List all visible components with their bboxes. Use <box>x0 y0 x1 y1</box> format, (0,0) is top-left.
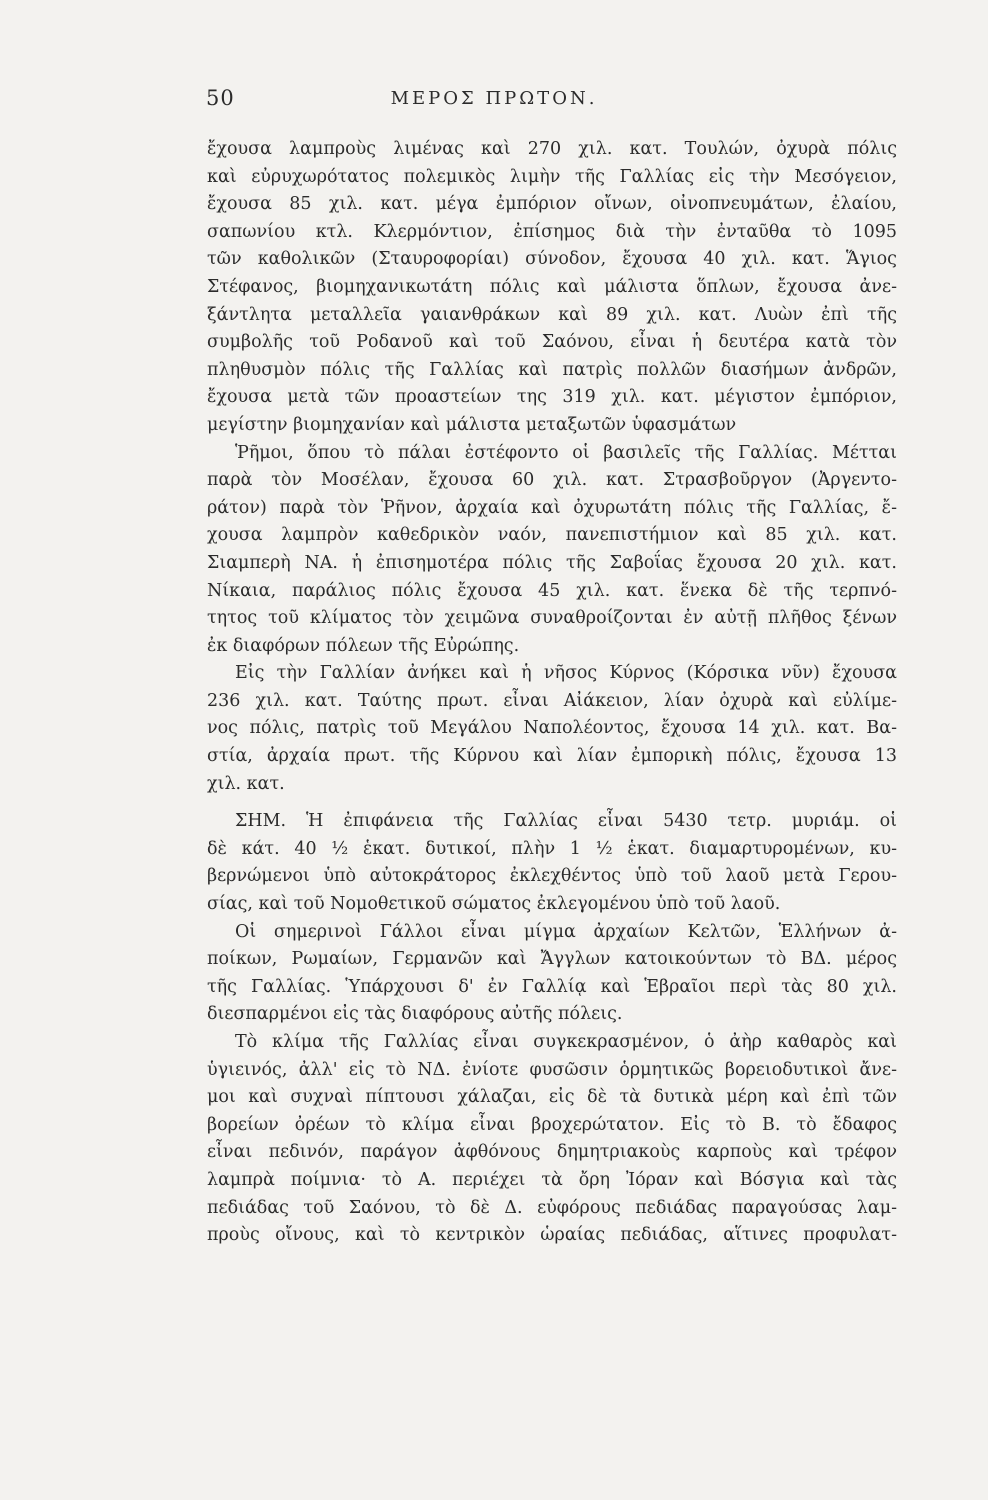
text-line: ἔχουσα λαμπροὺς λιμένας καὶ 270 χιλ. κατ. Τουλών, ὀχυρὰ πόλις <box>207 139 897 159</box>
running-title: ΜΕΡΟΣ ΠΡΩΤΟΝ. <box>390 88 598 109</box>
text-line: τῆς Γαλλίας. Ὑπάρχουσι δ' ἐν Γαλλίᾳ καὶ Ἑβραῖοι περὶ τὰς 80 χιλ. <box>207 976 897 997</box>
text-line: συμβολῆς τοῦ Ροδανοῦ καὶ τοῦ Σαόνου, εἶναι ἡ δευτέρα κατὰ τὸν <box>207 332 897 353</box>
text-line: βορείων ὀρέων τὸ κλίμα εἶναι βροχερώτατον. Εἰς τὸ Β. τὸ ἔδαφος <box>207 1114 897 1135</box>
text-line: Τὸ κλίμα τῆς Γαλλίας εἶναι συγκεκρασμένον, ὁ ἀὴρ καθαρὸς καὶ <box>235 1032 897 1052</box>
page-header <box>0 86 988 116</box>
text-line: τῶν καθολικῶν (Σταυροφορίαι) σύνοδον, ἔχουσα 40 χιλ. κατ. Ἅγιος <box>207 249 897 270</box>
text-line: λαμπρὰ ποίμνια· τὸ Α. περιέχει τὰ ὄρη Ἰόραν καὶ Βόσγια καὶ τὰς <box>207 1169 897 1190</box>
text-line: προὺς οἴνους, καὶ τὸ κεντρικὸν ὡραίας πεδιάδας, αἵτινες προφυλατ- <box>207 1225 897 1246</box>
text-line: Σιαμπερὴ ΝΑ. ἡ ἐπισημοτέρα πόλις τῆς Σαβοΐας ἔχουσα 20 χιλ. κατ. <box>207 552 897 573</box>
text-line: βερνώμενοι ὑπὸ αὐτοκράτορος ἐκλεχθέντος ὑπὸ τοῦ λαοῦ μετὰ Γερου- <box>207 866 897 887</box>
text-line: παρὰ τὸν Μοσέλαν, ἔχουσα 60 χιλ. κατ. Στρασβοῦργον (Ἀργεντο- <box>207 470 897 491</box>
text-line: Στέφανος, βιομηχανικωτάτη πόλις καὶ μάλιστα ὅπλων, ἔχουσα ἀνε- <box>207 276 897 297</box>
paragraph-gap <box>207 798 897 808</box>
text-line: τητος τοῦ κλίματος τὸν χειμῶνα συναθροίζονται ἐν αὐτῇ πλῆθος ξένων <box>207 608 897 629</box>
text-line: ράτον) παρὰ τὸν Ῥῆνον, ἀρχαία καὶ ὀχυρωτάτη πόλις τῆς Γαλλίας, ἔ- <box>207 497 897 518</box>
text-line: πληθυσμὸν πόλις τῆς Γαλλίας καὶ πατρὶς πολλῶν διασήμων ἀνδρῶν, <box>207 359 897 380</box>
text-line: καὶ εὐρυχωρότατος πολεμικὸς λιμὴν τῆς Γαλλίας εἰς τὴν Μεσόγειον, <box>207 166 897 187</box>
text-line: νος πόλις, πατρὶς τοῦ Μεγάλου Ναπολέοντος, ἔχουσα 14 χιλ. κατ. Βα- <box>207 718 897 739</box>
text-line: ποίκων, Ρωμαίων, Γερμανῶν καὶ Ἄγγλων κατοικούντων τὸ ΒΔ. μέρος <box>207 949 897 970</box>
text-line: Οἱ σημερινοὶ Γάλλοι εἶναι μίγμα ἀρχαίων Κελτῶν, Ἑλλήνων ἀ- <box>235 921 897 942</box>
text-line: ξάντλητα μεταλλεῖα γαιανθράκων καὶ 89 χιλ. κατ. Λυὼν ἐπὶ τῆς <box>207 304 897 325</box>
text-line: σαπωνίου κτλ. Κλερμόντιον, ἐπίσημος διὰ τὴν ἐνταῦθα τὸ 1095 <box>207 221 897 242</box>
text-line: σίας, καὶ τοῦ Νομοθετικοῦ σώματος ἐκλεγομένου ὑπὸ τοῦ λαοῦ. <box>207 894 781 915</box>
text-line: μοι καὶ συχναὶ πίπτουσι χάλαζαι, εἰς δὲ τὰ δυτικὰ μέρη καὶ ἐπὶ τῶν <box>207 1087 897 1108</box>
text-line: ἐκ διαφόρων πόλεων τῆς Εὐρώπης. <box>207 635 520 656</box>
body-text <box>207 136 897 1250</box>
text-line: Νίκαια, παράλιος πόλις ἔχουσα 45 χιλ. κατ. ἕνεκα δὲ τῆς τερπνό- <box>207 580 897 601</box>
text-line: ἔχουσα 85 χιλ. κατ. μέγα ἐμπόριον οἴνων, οἰνοπνευμάτων, ἐλαίου, <box>207 194 897 215</box>
text-line: δὲ κάτ. 40 ½ ἑκατ. δυτικοί, πλὴν 1 ½ ἑκατ. διαμαρτυρομένων, κυ- <box>207 838 897 859</box>
text-line: ὑγιεινός, ἀλλ' εἰς τὸ ΝΔ. ἐνίοτε φυσῶσιν ὁρμητικῶς βορειοδυτικοὶ ἄνε- <box>207 1059 897 1080</box>
text-line: 236 χιλ. κατ. Ταύτης πρωτ. εἶναι Αἰάκειον, λίαν ὀχυρὰ καὶ εὐλίμε- <box>207 690 897 711</box>
page-number: 50 <box>206 86 235 110</box>
text-line: μεγίστην βιομηχανίαν καὶ μάλιστα μεταξωτῶν ὑφασμάτων <box>207 414 737 435</box>
text-line: διεσπαρμένοι εἰς τὰς διαφόρους αὐτῆς πόλεις. <box>207 1004 623 1025</box>
text-line: στία, ἀρχαία πρωτ. τῆς Κύρνου καὶ λίαν ἐμπορικὴ πόλις, ἔχουσα 13 <box>207 746 897 767</box>
text-line: χιλ. κατ. <box>207 773 285 794</box>
text-line: ἔχουσα μετὰ τῶν προαστείων της 319 χιλ. κατ. μέγιστον ἐμπόριον, <box>207 387 897 408</box>
text-line: Εἰς τὴν Γαλλίαν ἀνήκει καὶ ἡ νῆσος Κύρνος (Κόρσικα νῦν) ἔχουσα <box>235 663 897 684</box>
text-line: εἶναι πεδινόν, παράγον ἀφθόνους δημητριακοὺς καρποὺς καὶ τρέφον <box>207 1142 897 1163</box>
text-line: Ῥῆμοι, ὅπου τὸ πάλαι ἐστέφοντο οἱ βασιλεῖς τῆς Γαλλίας. Μέτται <box>235 442 897 463</box>
text-line: ΣΗΜ. Ἡ ἐπιφάνεια τῆς Γαλλίας εἶναι 5430 τετρ. μυριάμ. οἱ <box>235 811 897 832</box>
text-line: χουσα λαμπρὸν καθεδρικὸν ναόν, πανεπιστήμιον καὶ 85 χιλ. κατ. <box>207 525 897 546</box>
text-line: πεδιάδας τοῦ Σαόνου, τὸ δὲ Δ. εὐφόρους πεδιάδας παραγούσας λαμ- <box>207 1197 897 1218</box>
